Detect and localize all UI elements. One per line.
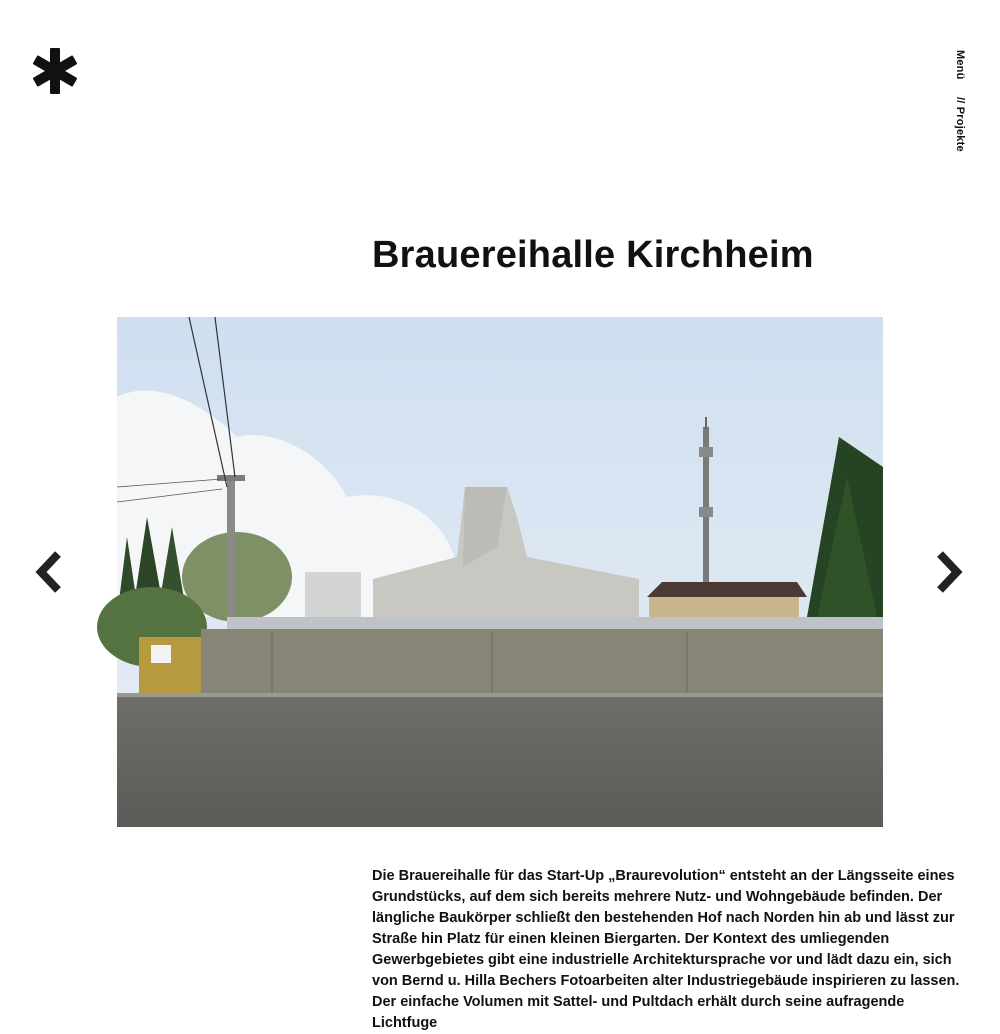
project-photo	[117, 317, 883, 827]
chevron-right-icon[interactable]	[932, 549, 966, 595]
page-title: Brauereihalle Kirchheim	[372, 234, 814, 276]
project-description: Die Brauereihalle für das Start-Up „Braurevolution“ entsteht an der Längsseite eines Grundstücks, auf dem sich bereits mehrere Nutz- und Wohngebäude befinden. Der längliche Baukörper schließt den bestehenden Hof nach Norden hin ab und lässt zur Straße hin Platz für einen kleinen Biergarten. Der Kontext des umliegenden Gewerbgebietes gibt eine industrielle Architektursprache vor und lädt dazu ein, sich von Bernd u. Hilla Bechers Fotoarbeiten alter Industriegebäude inspirieren zu lassen. Der einfache Volumen mit Sattel‑ und Pultdach erhält durch seine aufragende Lichtfuge	[372, 868, 960, 1031]
menu-link[interactable]: Menü	[954, 50, 966, 80]
asterisk-logo-icon[interactable]	[28, 44, 82, 98]
chevron-left-icon[interactable]	[32, 549, 66, 595]
projects-link[interactable]: // Projekte	[954, 97, 966, 152]
